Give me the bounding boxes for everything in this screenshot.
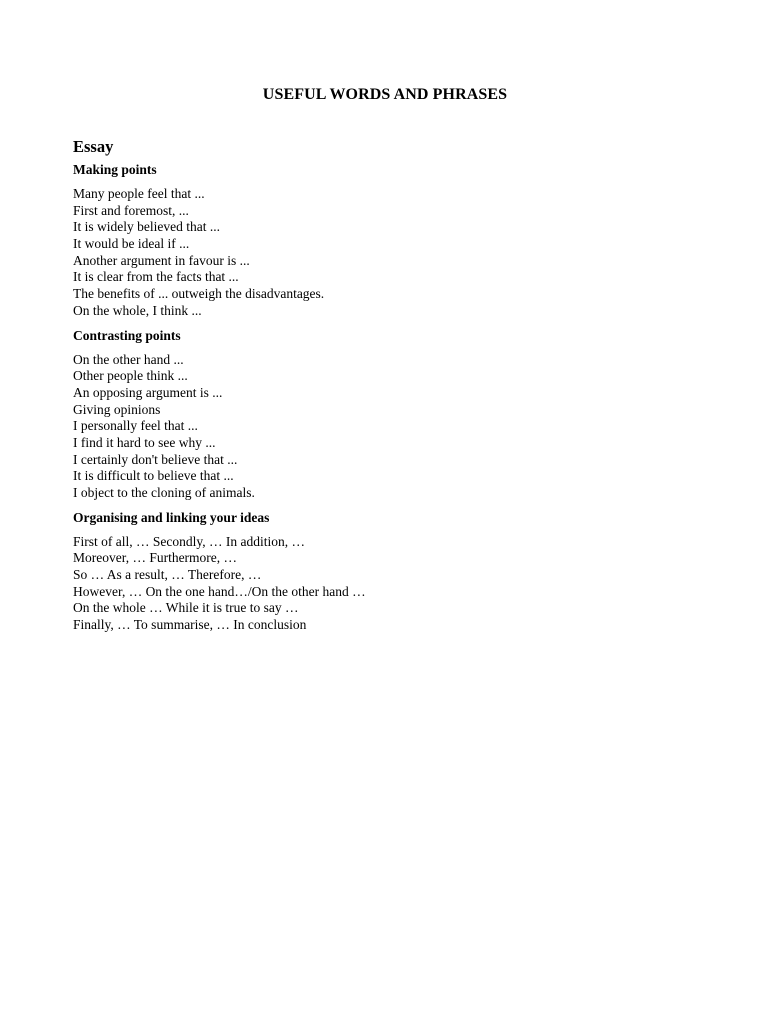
phrase-item: It is clear from the facts that ... bbox=[73, 269, 239, 285]
phrase-item: First and foremost, ... bbox=[73, 202, 189, 218]
section-heading-essay: Essay bbox=[73, 137, 114, 156]
phrase-item: The benefits of ... outweigh the disadvantages. bbox=[73, 286, 325, 302]
phrase-item: I personally feel that ... bbox=[73, 418, 198, 434]
phrase-item: Other people think ... bbox=[73, 368, 188, 384]
document-title: USEFUL WORDS AND PHRASES bbox=[262, 86, 508, 103]
phrase-item: So … As a result, … Therefore, … bbox=[73, 567, 262, 583]
document-body bbox=[73, 136, 713, 634]
phrase-item: Many people feel that ... bbox=[73, 186, 205, 201]
phrase-list bbox=[73, 534, 713, 634]
phrase-list bbox=[73, 186, 713, 320]
phrase-item: Finally, … To summarise, … In conclusion bbox=[73, 617, 307, 633]
phrase-list bbox=[73, 352, 713, 502]
phrase-item: It is difficult to believe that ... bbox=[73, 468, 234, 484]
phrase-item: However, … On the one hand…/On the other hand … bbox=[73, 583, 366, 599]
phrase-item: It would be ideal if ... bbox=[73, 236, 190, 252]
phrase-item: I certainly don't believe that ... bbox=[73, 451, 238, 467]
phrase-item: On the whole, I think ... bbox=[73, 302, 202, 318]
phrase-item: On the other hand ... bbox=[73, 351, 184, 367]
phrase-item: I find it hard to see why ... bbox=[73, 434, 216, 450]
phrase-item: Another argument in favour is ... bbox=[73, 252, 250, 268]
phrase-item: I object to the cloning of animals. bbox=[73, 485, 255, 500]
phrase-item: Moreover, … Furthermore, … bbox=[73, 550, 238, 566]
phrase-item: Giving opinions bbox=[73, 401, 161, 417]
phrase-item: On the whole … While it is true to say … bbox=[73, 600, 299, 616]
group-heading: Organising and linking your ideas bbox=[73, 509, 270, 525]
group-heading: Making points bbox=[73, 162, 157, 177]
group-heading: Contrasting points bbox=[73, 327, 181, 343]
phrase-item: An opposing argument is ... bbox=[73, 384, 223, 400]
group-organising-linking bbox=[73, 509, 713, 634]
group-contrasting-points bbox=[73, 327, 713, 502]
group-making-points bbox=[73, 161, 713, 320]
phrase-item: First of all, … Secondly, … In addition, … bbox=[73, 533, 305, 549]
phrase-item: It is widely believed that ... bbox=[73, 219, 220, 235]
